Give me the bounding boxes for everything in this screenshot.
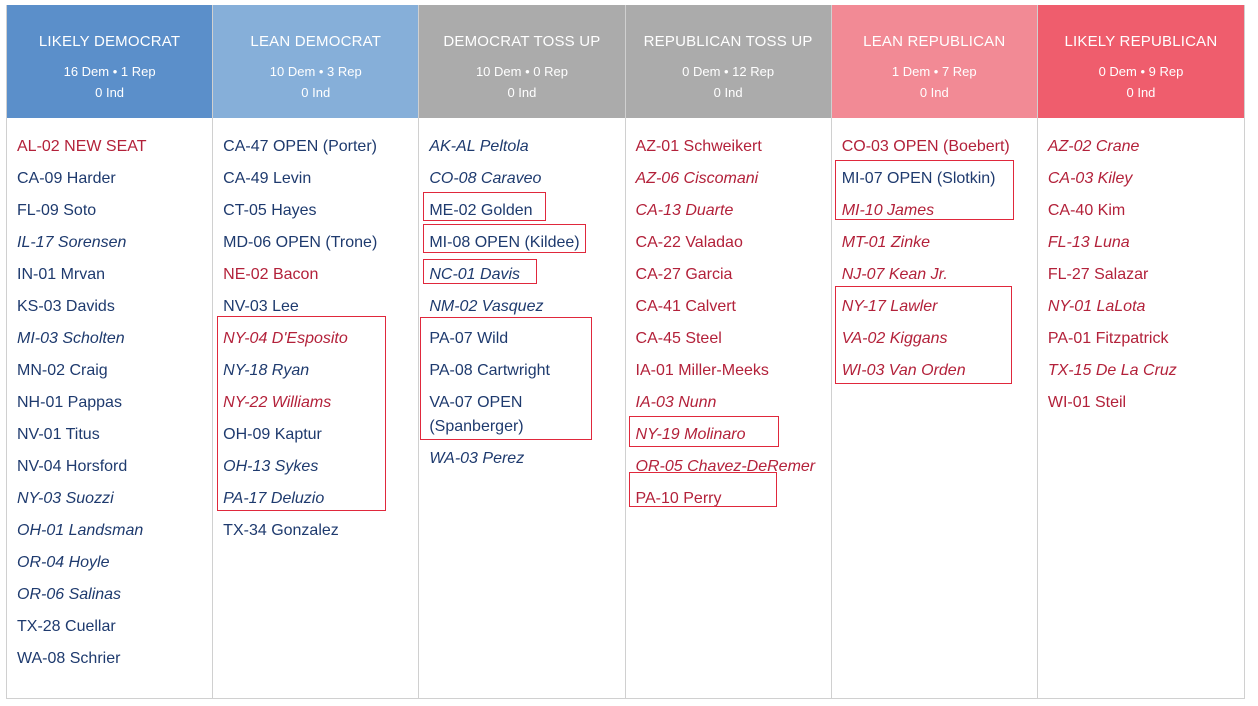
race-item[interactable]: AZ-01 Schweikert: [635, 138, 762, 155]
column-title: LIKELY DEMOCRAT: [38, 33, 181, 50]
race-item[interactable]: CA-09 Harder: [17, 170, 116, 187]
race-item[interactable]: NH-01 Pappas: [17, 394, 122, 411]
race-item[interactable]: NV-03 Lee: [223, 298, 299, 315]
race-item[interactable]: FL-13 Luna: [1047, 234, 1130, 251]
column-counts: 0 Dem • 12 Rep: [682, 64, 775, 79]
race-list: [17, 131, 206, 675]
race-item[interactable]: WI-01 Steil: [1047, 394, 1127, 411]
column-counts: 0 Dem • 9 Rep: [1098, 64, 1184, 79]
race-item[interactable]: PA-08 Cartwright: [429, 362, 550, 379]
race-item[interactable]: NV-04 Horsford: [17, 458, 128, 475]
race-item[interactable]: CA-27 Garcia: [635, 266, 733, 283]
race-item[interactable]: CA-03 Kiley: [1047, 170, 1133, 187]
race-item[interactable]: PA-17 Deluzio: [223, 490, 325, 507]
race-item[interactable]: NY-01 LaLota: [1047, 298, 1146, 315]
race-item[interactable]: OR-06 Salinas: [17, 586, 122, 603]
race-item[interactable]: AK-AL Peltola: [429, 138, 529, 155]
race-item[interactable]: TX-15 De La Cruz: [1047, 362, 1177, 379]
column-democrat-toss-up: [419, 5, 625, 698]
race-item[interactable]: CA-13 Duarte: [635, 202, 734, 219]
column-ind-count: 0 Ind: [507, 85, 537, 100]
race-item[interactable]: NJ-07 Kean Jr.: [841, 266, 948, 283]
race-item[interactable]: FL-09 Soto: [17, 202, 97, 219]
race-item[interactable]: CA-45 Steel: [635, 330, 722, 347]
column-header: [832, 5, 1037, 118]
race-item[interactable]: NY-18 Ryan: [223, 362, 310, 379]
race-item[interactable]: CO-03 OPEN (Boebert): [841, 138, 1010, 155]
column-likely-democrat: [7, 5, 213, 698]
column-title: LIKELY REPUBLICAN: [1064, 33, 1218, 50]
race-item[interactable]: TX-28 Cuellar: [17, 618, 116, 635]
race-item[interactable]: NY-19 Molinaro: [635, 426, 746, 443]
column-header: [419, 5, 624, 118]
race-item[interactable]: NY-17 Lawler: [841, 298, 938, 315]
race-item[interactable]: ME-02 Golden: [429, 202, 533, 219]
column-ind-count: 0 Ind: [301, 85, 331, 100]
race-item[interactable]: VA-07 OPEN (Spanberger): [429, 394, 524, 435]
race-item[interactable]: MT-01 Zinke: [841, 234, 931, 251]
race-item[interactable]: MI-10 James: [841, 202, 935, 219]
column-header: [213, 5, 418, 118]
race-item[interactable]: NE-02 Bacon: [223, 266, 319, 283]
column-republican-toss-up: [626, 5, 832, 698]
column-ind-count: 0 Ind: [713, 85, 743, 100]
column-ind-count: 0 Ind: [919, 85, 949, 100]
race-item[interactable]: CT-05 Hayes: [223, 202, 317, 219]
column-lean-republican: [832, 5, 1038, 698]
race-item[interactable]: OH-13 Sykes: [223, 458, 319, 475]
race-item[interactable]: PA-10 Perry: [635, 490, 722, 507]
race-item[interactable]: WA-03 Perez: [429, 450, 525, 467]
column-counts: 10 Dem • 0 Rep: [475, 64, 568, 79]
race-item[interactable]: OH-09 Kaptur: [223, 426, 322, 443]
ratings-board: [6, 5, 1245, 699]
race-item[interactable]: MD-06 OPEN (Trone): [223, 234, 378, 251]
race-item[interactable]: OH-01 Landsman: [17, 522, 144, 539]
race-item[interactable]: MI-03 Scholten: [17, 330, 125, 347]
race-item[interactable]: WA-08 Schrier: [17, 650, 121, 667]
race-item[interactable]: MI-08 OPEN (Kildee): [429, 234, 580, 251]
race-item[interactable]: MN-02 Craig: [17, 362, 108, 379]
race-item[interactable]: OR-04 Hoyle: [17, 554, 110, 571]
column-counts: 1 Dem • 7 Rep: [891, 64, 977, 79]
column-title: REPUBLICAN TOSS UP: [643, 33, 813, 50]
column-title: DEMOCRAT TOSS UP: [443, 33, 601, 50]
race-item[interactable]: PA-01 Fitzpatrick: [1047, 330, 1169, 347]
race-item[interactable]: CA-22 Valadao: [635, 234, 743, 251]
race-item[interactable]: OR-05 Chavez-DeRemer: [635, 458, 816, 475]
race-list: [429, 131, 618, 475]
column-title: LEAN DEMOCRAT: [250, 33, 382, 50]
column-lean-democrat: [213, 5, 419, 698]
race-item[interactable]: AZ-02 Crane: [1047, 138, 1140, 155]
race-item[interactable]: AZ-06 Ciscomani: [635, 170, 759, 187]
race-item[interactable]: NY-04 D'Esposito: [223, 330, 348, 347]
column-counts: 10 Dem • 3 Rep: [269, 64, 362, 79]
column-title: LEAN REPUBLICAN: [863, 33, 1006, 50]
race-item[interactable]: FL-27 Salazar: [1047, 266, 1149, 283]
race-item[interactable]: VA-02 Kiggans: [841, 330, 948, 347]
race-item[interactable]: WI-03 Van Orden: [841, 362, 966, 379]
race-item[interactable]: CA-41 Calvert: [635, 298, 736, 315]
race-item[interactable]: IN-01 Mrvan: [17, 266, 106, 283]
race-item[interactable]: CA-40 Kim: [1047, 202, 1126, 219]
race-list: [223, 131, 412, 547]
race-item[interactable]: NC-01 Davis: [429, 266, 521, 283]
column-counts: 16 Dem • 1 Rep: [63, 64, 156, 79]
race-item[interactable]: CO-08 Caraveo: [429, 170, 542, 187]
column-ind-count: 0 Ind: [1126, 85, 1156, 100]
race-item[interactable]: NM-02 Vasquez: [429, 298, 544, 315]
race-item[interactable]: AL-02 NEW SEAT: [17, 138, 147, 155]
race-item[interactable]: NV-01 Titus: [17, 426, 100, 443]
column-likely-republican: [1038, 5, 1244, 698]
race-item[interactable]: TX-34 Gonzalez: [223, 522, 339, 539]
column-header: [626, 5, 831, 118]
column-ind-count: 0 Ind: [95, 85, 125, 100]
race-item[interactable]: MI-07 OPEN (Slotkin): [841, 170, 996, 187]
race-list: [1048, 131, 1238, 419]
race-item[interactable]: NY-22 Williams: [223, 394, 332, 411]
race-item[interactable]: NY-03 Suozzi: [17, 490, 114, 507]
race-item[interactable]: CA-49 Levin: [223, 170, 312, 187]
race-item[interactable]: IL-17 Sorensen: [17, 234, 127, 251]
race-item[interactable]: IA-03 Nunn: [635, 394, 717, 411]
race-item[interactable]: IA-01 Miller-Meeks: [635, 362, 769, 379]
race-list: [842, 131, 1031, 387]
race-item[interactable]: PA-07 Wild: [429, 330, 509, 347]
race-list: [636, 131, 825, 515]
column-header: [1038, 5, 1244, 118]
column-header: [7, 5, 212, 118]
race-item[interactable]: KS-03 Davids: [17, 298, 115, 315]
race-item[interactable]: CA-47 OPEN (Porter): [223, 138, 377, 155]
